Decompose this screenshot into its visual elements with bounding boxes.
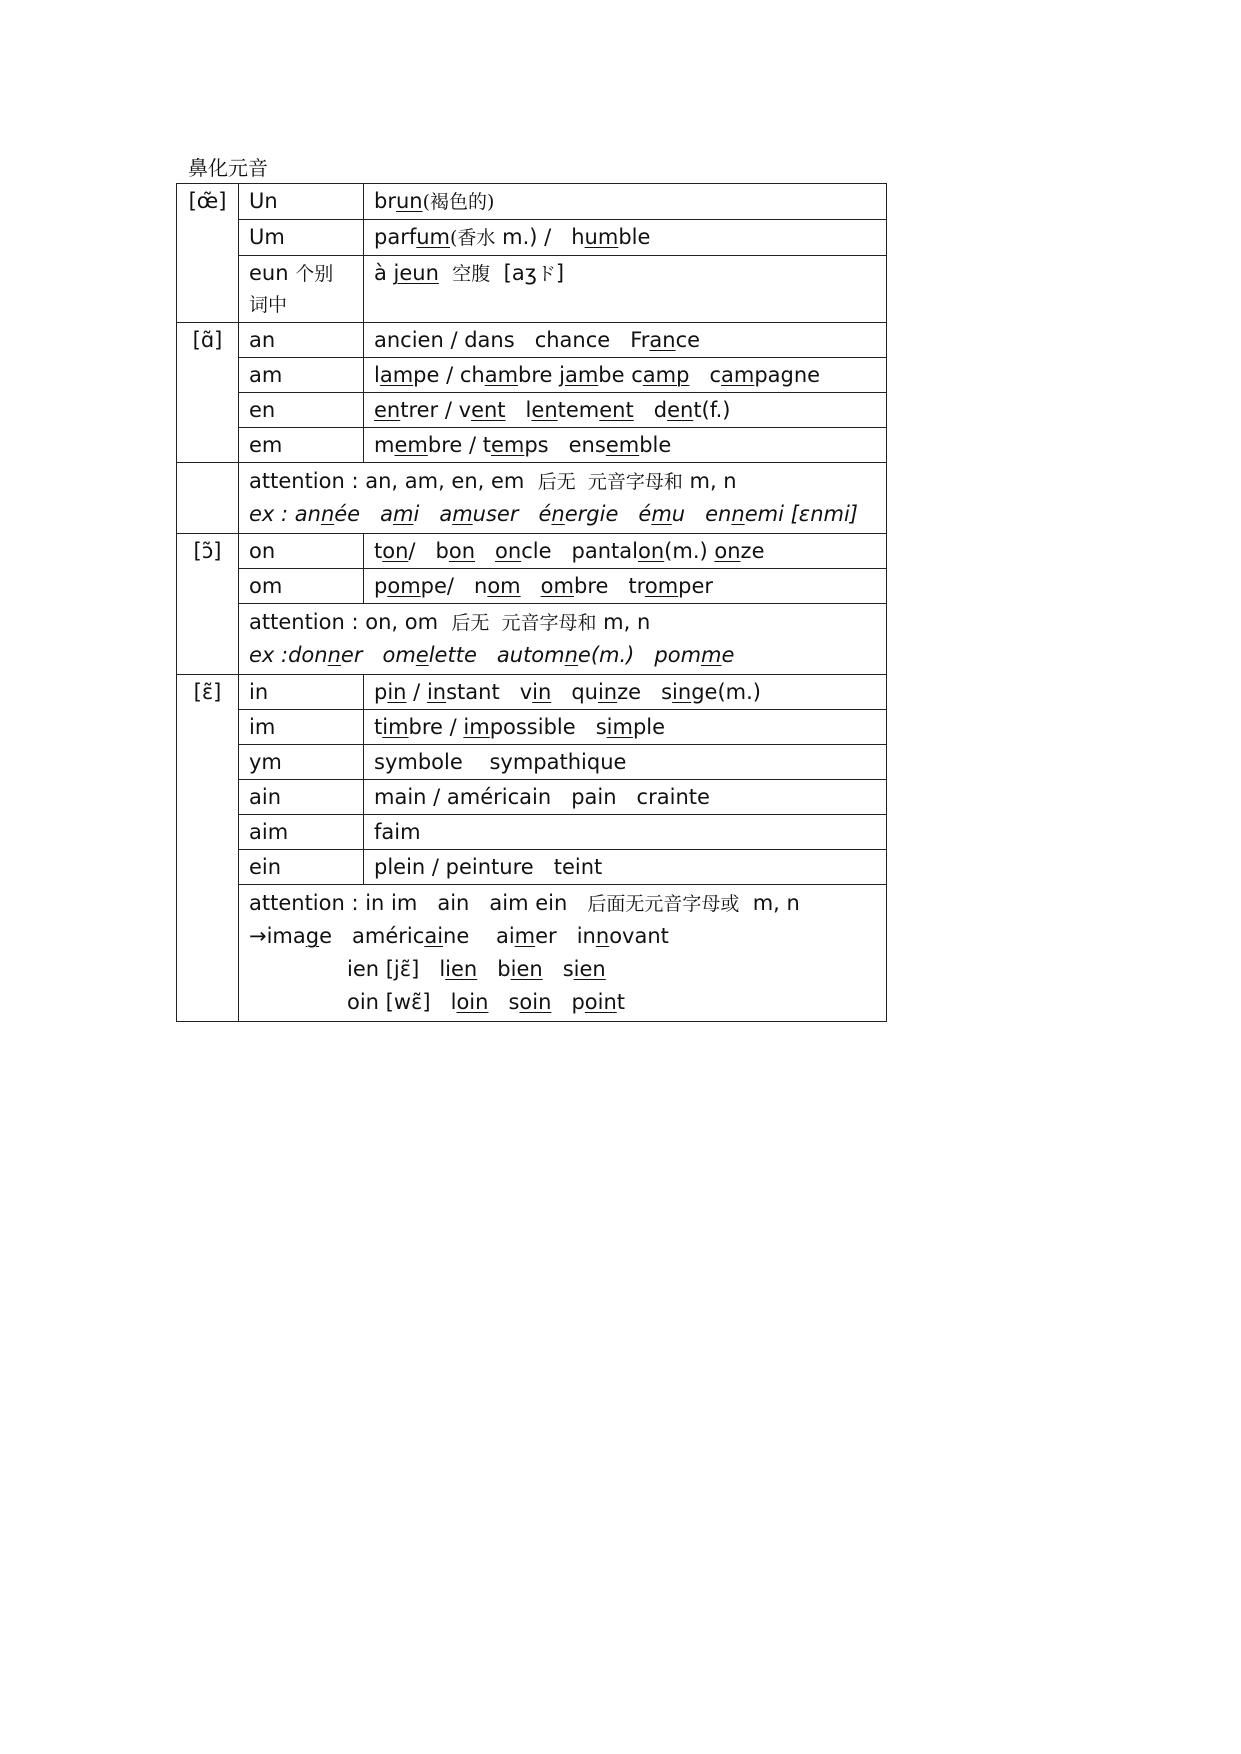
spelling-cell: eun 个别 词中 <box>239 256 364 323</box>
attention-cell <box>239 604 887 675</box>
attention-row <box>177 463 887 534</box>
table-row <box>177 675 887 710</box>
spelling-cell: am <box>239 358 364 393</box>
examples-cell: membre / temps ensemble <box>364 428 887 463</box>
table-row <box>177 256 887 323</box>
examples-cell: ton/ bon oncle pantalon(m.) onze <box>364 534 887 569</box>
examples-cell: symbole sympathique <box>364 745 887 780</box>
spelling-cell: im <box>239 710 364 745</box>
examples-cell: pin / instant vin quinze singe(m.) <box>364 675 887 710</box>
attention-cell <box>239 463 887 534</box>
phoneme-cell: [œ̃] <box>177 184 239 323</box>
spelling-cell: an <box>239 323 364 358</box>
table-row <box>177 220 887 256</box>
examples-cell: ancien / dans chance France <box>364 323 887 358</box>
table-row <box>177 850 887 885</box>
attention-note: attention : an, am, en, em 后无 元音字母和 m, n <box>249 469 737 493</box>
spelling-cell: ein <box>239 850 364 885</box>
attention-example: →image américaine aimer innovant <box>249 924 669 948</box>
examples-cell: pompe/ nom ombre tromper <box>364 569 887 604</box>
spelling-cell: ain <box>239 780 364 815</box>
examples-cell: brun(褐色的) <box>364 184 887 220</box>
examples-cell: à jeun 空腹 [aʒド] <box>364 256 887 323</box>
table-row <box>177 745 887 780</box>
spelling-cell: Un <box>239 184 364 220</box>
nasal-vowels-table <box>176 183 887 1022</box>
attention-row <box>177 604 887 675</box>
examples-cell: lampe / chambre jambe camp campagne <box>364 358 887 393</box>
table-row <box>177 534 887 569</box>
table-row <box>177 569 887 604</box>
examples-cell: timbre / impossible simple <box>364 710 887 745</box>
attention-example: ex : année ami amuser énergie ému ennemi [ɛnmi] <box>249 502 859 526</box>
spelling-cell: ym <box>239 745 364 780</box>
spelling-cell: Um <box>239 220 364 256</box>
attention-note: attention : in im ain aim ein 后面无元音字母或 m, n <box>249 891 800 915</box>
attention-note: attention : on, om 后无 元音字母和 m, n <box>249 610 651 634</box>
page-title: 鼻化元音 <box>188 156 268 180</box>
oin-example: oin [wɛ̃] loin soin point <box>347 990 626 1014</box>
spelling-cell: aim <box>239 815 364 850</box>
table-row <box>177 710 887 745</box>
examples-cell: faim <box>364 815 887 850</box>
examples-cell: parfum(香水 m.) / humble <box>364 220 887 256</box>
table-row <box>177 184 887 220</box>
spelling-cell: in <box>239 675 364 710</box>
ien-example: ien [jɛ̃] lien bien sien <box>347 957 606 981</box>
attention-example: ex :donner omelette automne(m.) pomme <box>249 643 735 667</box>
phoneme-cell: [ɑ̃] <box>177 323 239 463</box>
phoneme-cell: [ɔ̃] <box>177 534 239 675</box>
table-row <box>177 358 887 393</box>
examples-cell: main / américain pain crainte <box>364 780 887 815</box>
table-row <box>177 428 887 463</box>
table-row <box>177 393 887 428</box>
spelling-cell: en <box>239 393 364 428</box>
table-row <box>177 323 887 358</box>
spelling-cell: om <box>239 569 364 604</box>
attention-row <box>177 885 887 1022</box>
spelling-cell: em <box>239 428 364 463</box>
examples-cell: entrer / vent lentement dent(f.) <box>364 393 887 428</box>
attention-cell <box>239 885 887 1022</box>
table-row <box>177 815 887 850</box>
spelling-cell: on <box>239 534 364 569</box>
table-row <box>177 780 887 815</box>
phoneme-cell: [ɛ̃] <box>177 675 239 1022</box>
examples-cell: plein / peinture teint <box>364 850 887 885</box>
